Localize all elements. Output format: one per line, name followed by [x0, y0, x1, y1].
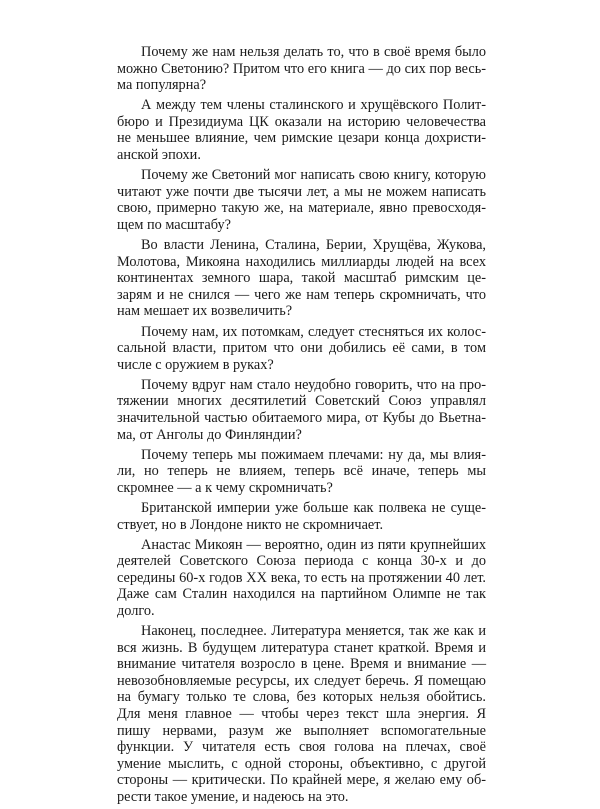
paragraph: Анастас Микоян — вероятно, один из пяти крупнейших деятелей Советского Союза периода с конца 30-х и до середины 60-х годов XX века, то есть на протяжении 40 лет. Даже сам Сталин находился на партийном Олимпе не так долго.: [117, 536, 486, 619]
paragraph: Наконец, последнее. Литература меняется, так же как и вся жизнь. В будущем литература станет краткой. Время и внимание читателя возросло в цене. Время и внимание — невозобновляемые ресурсы, их следует беречь. Я помещаю на бумагу только те слова, без которых нельзя обойтись. Для меня главное — чтобы через текст шла энергия. Я пишу нервами, разум же выполняет вспомогательные функции. У читателя есть своя голова на плечах, своё умение мыслить, с одной стороны, объективно, с другой стороны — критически. По крайней мере, я желаю ему обрести такое умение, и надеюсь на это.: [117, 623, 486, 806]
page-body-text: [117, 44, 486, 809]
paragraph: А между тем члены сталинского и хрущёвского Политбюро и Президиума ЦК оказали на историю человечества не меньшее влияние, чем римские цезари конца дохристианской эпохи.: [117, 97, 486, 164]
paragraph: Почему вдруг нам стало неудобно говорить, что на протяжении многих десятилетий Советский Союз управлял значительной частью обитаемого мира, от Кубы до Вьетнама, от Анголы до Финляндии?: [117, 376, 486, 443]
paragraph: Почему нам, их потомкам, следует стесняться их колоссальной власти, притом что они добились её сами, в том числе с оружием в руках?: [117, 323, 486, 373]
paragraph: Почему теперь мы пожимаем плечами: ну да, мы влияли, но теперь не влияем, теперь всё иначе, теперь мы скромнее — а к чему скромничать?: [117, 446, 486, 496]
paragraph: Во власти Ленина, Сталина, Берии, Хрущёва, Жукова, Молотова, Микояна находились миллиарды людей на всех континентах земного шара, такой масштаб римским цезарям и не снился — чего же нам теперь скромничать, что нам мешает их возвеличить?: [117, 237, 486, 320]
paragraph: Почему же нам нельзя делать то, что в своё время было можно Светонию? Притом что его книга — до сих пор весьма популярна?: [117, 44, 486, 94]
paragraph: Почему же Светоний мог написать свою книгу, которую читают уже почти две тысячи лет, а мы не можем написать свою, примерно такую же, на материале, явно превосходящем по масштабу?: [117, 167, 486, 233]
paragraph: Британской империи уже больше как полвека не существует, но в Лондоне никто не скромничает.: [117, 499, 486, 533]
